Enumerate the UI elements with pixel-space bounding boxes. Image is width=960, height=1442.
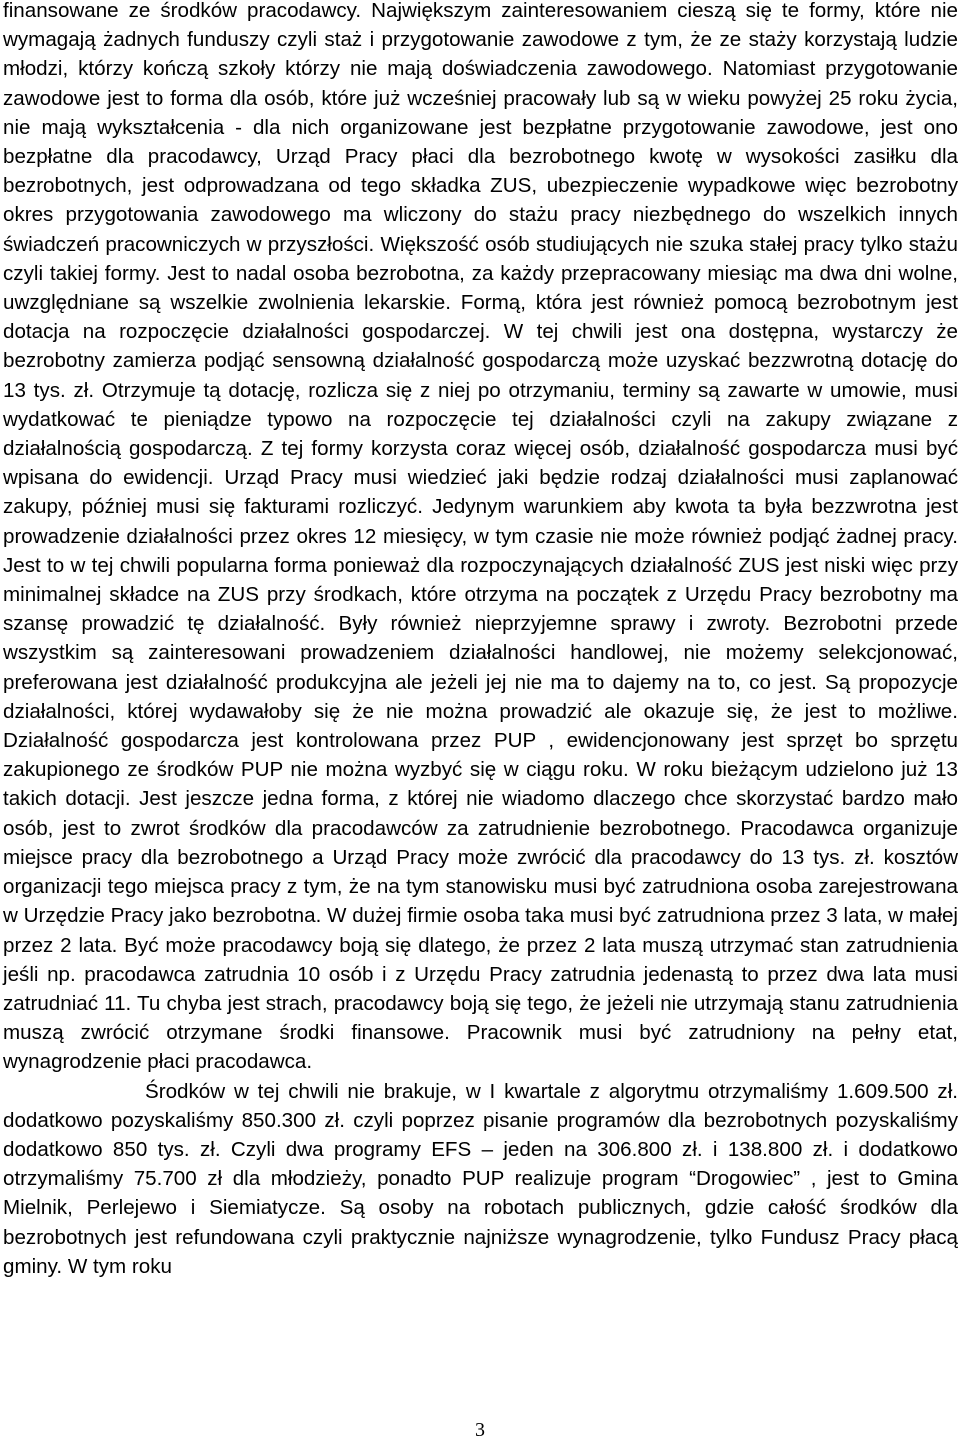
body-paragraph-funds: Środków w tej chwili nie brakuje, w I kwartale z algorytmu otrzymaliśmy 1.609.500 zł. dodatkowo pozyskaliśmy 850.300 zł. czyli poprzez pisanie programów dla bezrobotnych pozyskaliśmy dodatkowo 850 tys. zł. Czyli dwa programy EFS – jeden na 306.800 zł. i 138.800 zł. i dodatkowo otrzymaliśmy 75.700 zł dla młodzieży, ponadto PUP realizuje program “Drogowiec” , jest to Gmina Mielnik, Perlejewo i Siemiatycze. Są osoby na robotach publicznych, gdzie całość środków dla bezrobotnych jest refundowana czyli praktycznie najniższe wynagrodzenie, tylko Fundusz Pracy płacą gminy. W tym roku [3, 1079, 958, 1278]
document-page [3, 0, 958, 1281]
body-paragraph: finansowane ze środków pracodawcy. Największym zainteresowaniem cieszą się te formy, które nie wymagają żadnych funduszy czyli staż i przygotowanie zawodowe z tym, że ze staży korzystają ludzie młodzi, którzy kończą szkoły którzy nie mają doświadczenia zawodowego. Natomiast przygotowanie zawodowe jest to forma dla osób, które już wcześniej pracowały lub są w wieku powyżej 25 roku życia, nie mają wykształcenia - dla nich organizowane jest bezpłatne przygotowanie zawodowe, jest ono bezpłatne dla pracodawcy, Urząd Pracy płaci dla bezrobotnego kwotę w wysokości zasiłku dla bezrobotnych, jest odprowadzana od tego składka ZUS, ubezpieczenie wypadkowe więc bezrobotny okres przygotowania zawodowego ma wliczony do stażu pracy niezbędnego do wszelkich innych świadczeń pracowniczych w przyszłości. Większość osób studiujących nie szuka stałej pracy tylko stażu czyli takiej formy. Jest to nadal osoba bezrobotna, za każdy przepracowany miesiąc ma dwa dni wolne, uwzględniane są wszelkie zwolnienia lekarskie. Formą, która jest również pomocą bezrobotnym jest dotacja na rozpoczęcie działalności gospodarczej. W tej chwili jest ona dostępna, wystarczy że bezrobotny zamierza podjąć sensowną działalność gospodarczą może uzyskać bezzwrotną dotację do 13 tys. zł. Otrzymuje tą dotację, rozlicza się z niej po otrzymaniu, terminy są zawarte w umowie, musi wydatkować te pieniądze typowo na rozpoczęcie tej działalności czyli na zakupy związane z działalnością gospodarczą. Z tej formy korzysta coraz więcej osób, działalność gospodarcza musi być wpisana do ewidencji. Urząd Pracy musi wiedzieć jaki będzie rodzaj działalności musi zaplanować zakupy, później musi się fakturami rozliczyć. Jedynym warunkiem aby kwota ta była bezzwrotna jest prowadzenie działalności przez okres 12 miesięcy, w tym czasie nie może również podjąć żadnej pracy. Jest to w tej chwili popularna forma ponieważ dla rozpoczynających działalność ZUS jest niski więc przy minimalnej składce na ZUS przy środkach, które otrzyma na początek z Urzędu Pracy bezrobotny ma szansę prowadzić tę działalność. Były również nieprzyjemne sprawy i zwroty. Bezrobotni przede wszystkim są zainteresowani prowadzeniem działalności handlowej, nie możemy selekcjonować, preferowana jest działalność produkcyjna ale jeżeli jej nie ma to dajemy na to, co jest. Są propozycje działalności, której wydawałoby się że nie można prowadzić ale okazuje się, że jest to możliwe. Działalność gospodarcza jest kontrolowana przez PUP , ewidencjonowany jest sprzęt bo sprzętu zakupionego ze środków PUP nie można wyzbyć się w ciągu roku. W roku bieżącym udzielono już 13 takich dotacji. Jest jeszcze jedna forma, z której nie wiadomo dlaczego chce skorzystać bardzo mało osób, jest to zwrot środków dla pracodawców za zatrudnienie bezrobotnego. Pracodawca organizuje miejsce pracy dla bezrobotnego a Urząd Pracy może zwrócić dla pracodawcy do 13 tys. zł. kosztów organizacji tego miejsca pracy z tym, że na tym stanowisku musi być zatrudniona osoba zarejestrowana w Urzędzie Pracy jako bezrobotna. W dużej firmie osoba taka musi być zatrudniona przez 3 lata, w małej przez 2 lata. Być może pracodawcy boją się dlatego, że przez 2 lata muszą utrzymać stan zatrudnienia jeśli np. pracodawca zatrudnia 10 osób i z Urzędu Pracy zatrudnia jedenastą to przez dwa lata musi zatrudniać 11. Tu chyba jest strach, pracodawcy boją się tego, że jeżeli nie utrzymają stanu zatrudnienia muszą zwrócić otrzymane środki finansowe. Pracownik musi być zatrudniony na pełny etat, wynagrodzenie płaci pracodawca. [3, 0, 958, 1074]
page-number: 3 [475, 1419, 485, 1441]
